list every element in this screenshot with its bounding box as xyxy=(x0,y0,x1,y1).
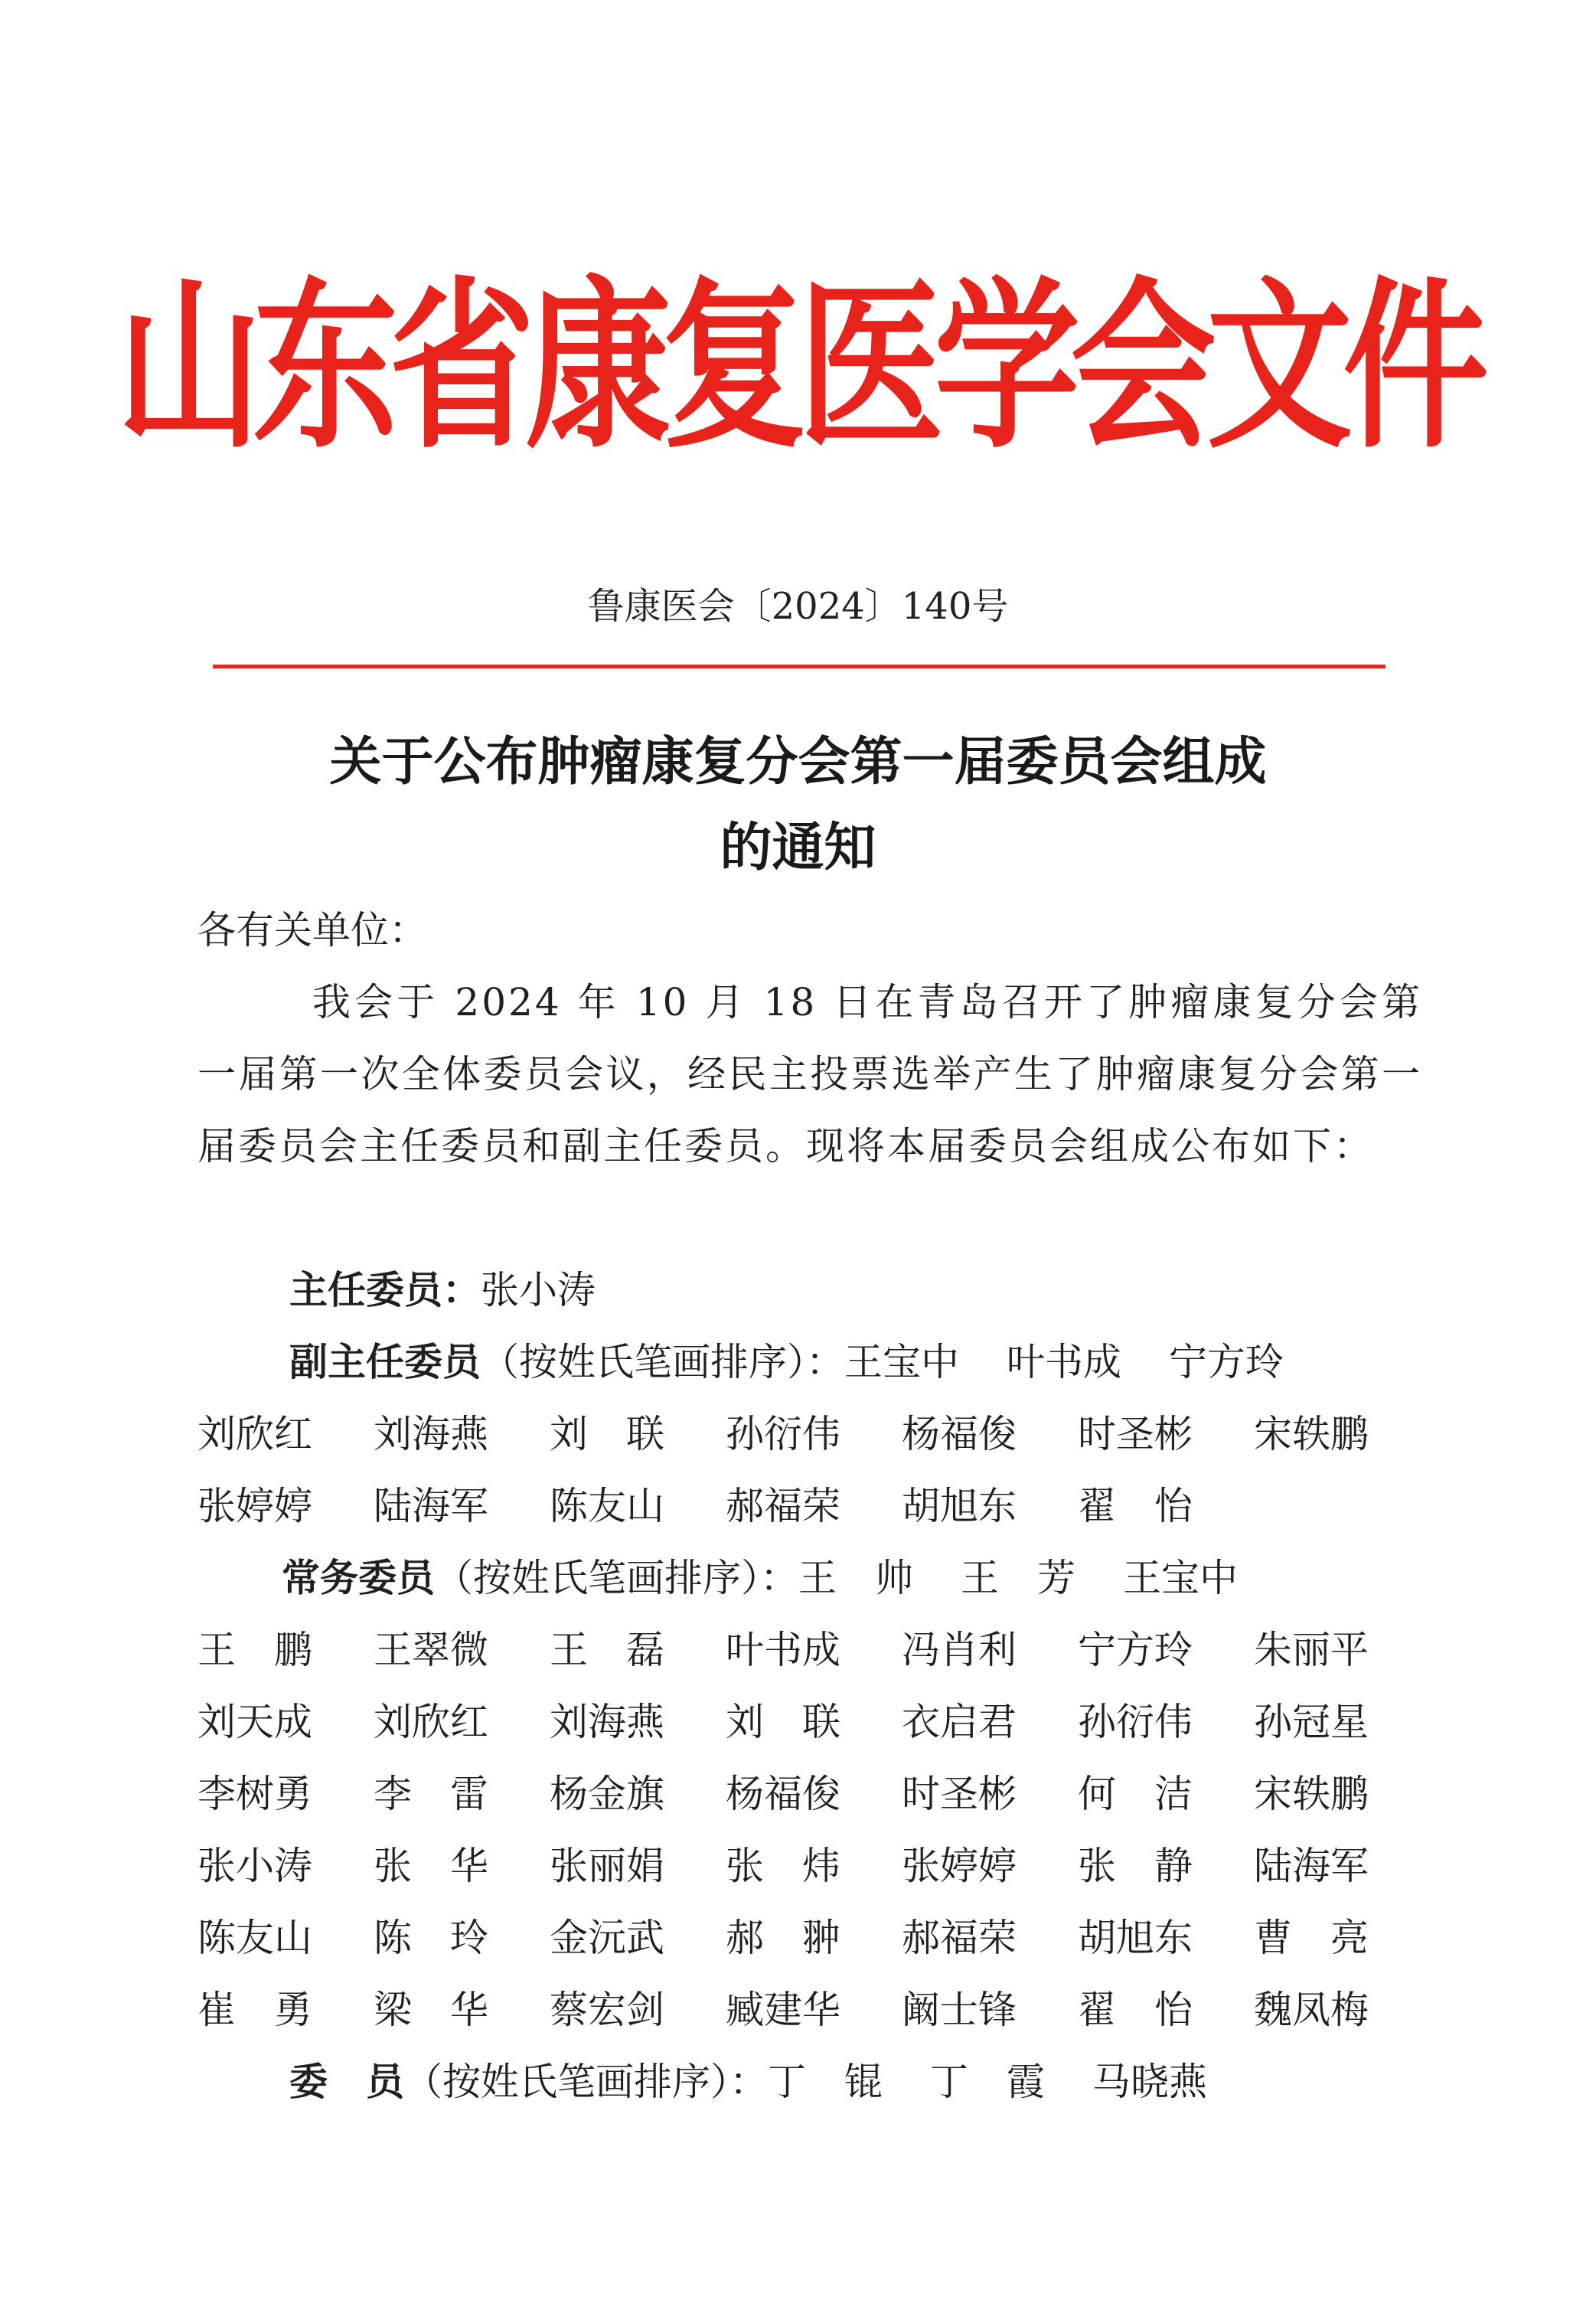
members-row xyxy=(197,2046,1522,2118)
name: 陈友山 xyxy=(197,1916,312,1960)
name: 何 洁 xyxy=(1078,1772,1193,1816)
name: 刘海燕 xyxy=(374,1412,488,1456)
document-header-title: 山东省康复医学会文件 xyxy=(116,261,1480,473)
name: 孙冠星 xyxy=(1254,1700,1369,1744)
salutation: 各有关单位： xyxy=(197,908,427,952)
name: 宋轶鹏 xyxy=(1254,1412,1369,1456)
name: 张婷婷 xyxy=(197,1484,312,1528)
vice-chairs-note: （按姓氏笔画排序）： xyxy=(481,1340,844,1384)
standing-members-note: （按姓氏笔画排序）： xyxy=(435,1556,798,1600)
name: 刘欣红 xyxy=(374,1700,488,1744)
notice-title xyxy=(0,720,1596,891)
name: 郝福荣 xyxy=(902,1916,1017,1960)
name: 张丽娟 xyxy=(550,1844,664,1888)
chair-row xyxy=(197,1254,1522,1326)
name: 张 静 xyxy=(1078,1844,1193,1888)
name: 阚士锋 xyxy=(902,1988,1017,2032)
name: 孙衍伟 xyxy=(1078,1700,1193,1744)
name: 王宝中 xyxy=(844,1340,959,1384)
standing-members-label: 常务委员 xyxy=(282,1556,435,1600)
name: 刘天成 xyxy=(197,1700,312,1744)
name: 王 磊 xyxy=(550,1628,664,1672)
name: 曹 亮 xyxy=(1254,1916,1369,1960)
name: 叶书成 xyxy=(726,1628,840,1672)
name: 王翠微 xyxy=(374,1628,488,1672)
members-note: （按姓氏笔画排序）： xyxy=(404,2060,768,2104)
name: 王 芳 xyxy=(961,1556,1075,1600)
members-label: 委 员 xyxy=(289,2060,404,2104)
name: 魏凤梅 xyxy=(1254,1988,1369,2032)
name: 杨金旗 xyxy=(550,1772,664,1816)
name: 胡旭东 xyxy=(902,1484,1017,1528)
document-number: 鲁康医会〔2024〕140号 xyxy=(587,585,1009,628)
intro-paragraph: 我会于 2024 年 10 月 18 日在青岛召开了肿瘤康复分会第一届第一次全体委员会议，经民主投票选举产生了肿瘤康复分会第一届委员会主任委员和副主任委员。现将本届委员会组成公布如下： xyxy=(197,980,1422,1168)
name: 胡旭东 xyxy=(1078,1916,1193,1960)
name: 孙衍伟 xyxy=(726,1412,840,1456)
name: 蔡宏剑 xyxy=(550,1988,664,2032)
vice-chairs-label: 副主任委员 xyxy=(289,1340,481,1384)
vice-chairs-row xyxy=(197,1326,1522,1398)
name: 梁 华 xyxy=(374,1988,488,2032)
name: 宁方玲 xyxy=(1078,1628,1193,1672)
name: 时圣彬 xyxy=(902,1772,1017,1816)
name: 时圣彬 xyxy=(1078,1412,1193,1456)
name: 郝福荣 xyxy=(726,1484,840,1528)
name: 杨福俊 xyxy=(726,1772,840,1816)
name: 朱丽平 xyxy=(1254,1628,1369,1672)
name: 刘 联 xyxy=(726,1700,840,1744)
name: 宋轶鹏 xyxy=(1254,1772,1369,1816)
name: 马晓燕 xyxy=(1092,2060,1207,2104)
red-divider-line xyxy=(213,665,1385,668)
name: 金沅武 xyxy=(550,1916,664,1960)
name: 王宝中 xyxy=(1123,1556,1238,1600)
name: 张婷婷 xyxy=(902,1844,1017,1888)
name: 陆海军 xyxy=(374,1484,488,1528)
name: 崔 勇 xyxy=(197,1988,312,2032)
name: 臧建华 xyxy=(726,1988,840,2032)
name: 陈友山 xyxy=(550,1484,664,1528)
name: 冯肖利 xyxy=(902,1628,1017,1672)
name: 刘欣红 xyxy=(197,1412,312,1456)
name: 杨福俊 xyxy=(902,1412,1017,1456)
name: 刘 联 xyxy=(550,1412,664,1456)
name: 叶书成 xyxy=(1007,1340,1121,1384)
name: 王 鹏 xyxy=(197,1628,312,1672)
name: 王 帅 xyxy=(798,1556,913,1600)
name: 陈 玲 xyxy=(374,1916,488,1960)
chair-name: 张小涛 xyxy=(481,1268,596,1312)
standing-members-row xyxy=(197,1542,1514,1614)
name: 陆海军 xyxy=(1254,1844,1369,1888)
chair-label: 主任委员： xyxy=(289,1268,481,1312)
notice-title-line-2: 的通知 xyxy=(720,818,876,878)
name: 丁 霞 xyxy=(930,2060,1045,2104)
name: 宁方玲 xyxy=(1169,1340,1284,1384)
name: 李树勇 xyxy=(197,1772,312,1816)
notice-title-line-1: 关于公布肿瘤康复分会第一届委员会组成 xyxy=(329,732,1267,792)
name: 李 雷 xyxy=(374,1772,488,1816)
name: 张小涛 xyxy=(197,1844,312,1888)
name: 张 炜 xyxy=(726,1844,840,1888)
name: 丁 锟 xyxy=(768,2060,883,2104)
name: 衣启君 xyxy=(902,1700,1017,1744)
name: 郝 翀 xyxy=(726,1916,840,1960)
vice-chairs-list xyxy=(197,1398,1430,1542)
name: 张 华 xyxy=(374,1844,488,1888)
name: 翟 怡 xyxy=(1078,1988,1193,2032)
name: 刘海燕 xyxy=(550,1700,664,1744)
name: 翟 怡 xyxy=(1078,1484,1193,1528)
standing-members-list xyxy=(197,1614,1430,2046)
